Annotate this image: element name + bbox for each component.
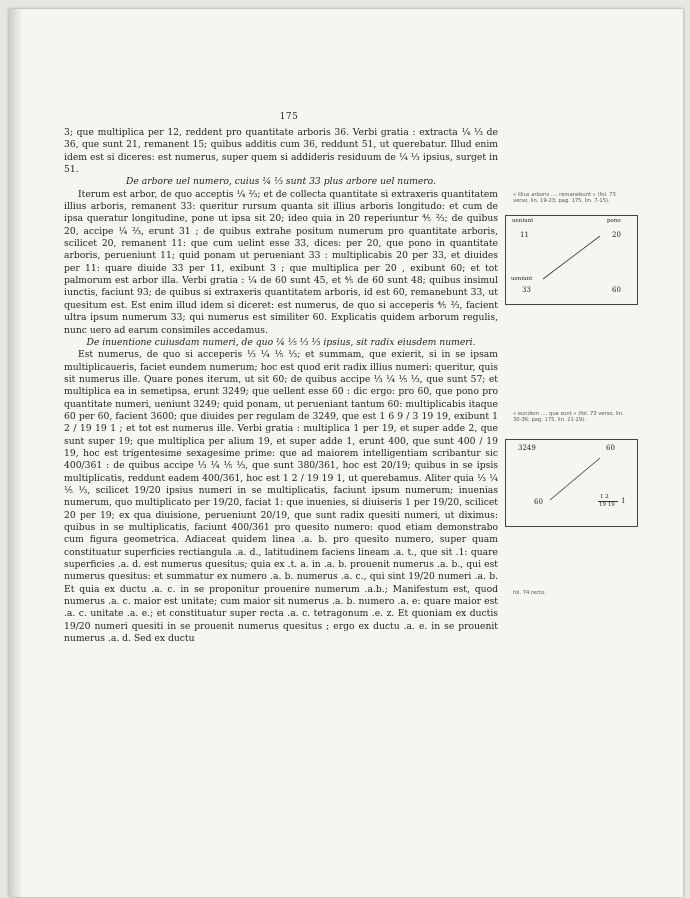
- figure-1-label-tr: pono: [607, 218, 621, 224]
- figure-1-value-bl: 33: [522, 286, 531, 294]
- figure-2-svg: [506, 440, 637, 526]
- figure-1-value-br: 60: [612, 286, 621, 294]
- figure-2-box: [505, 439, 638, 527]
- figure-2-value-bl: 60: [534, 498, 543, 506]
- figure-1-label-bl: ueniunt: [511, 276, 533, 282]
- manuscript-page: [9, 9, 683, 897]
- figure-1-label-tl: ueniunt: [512, 218, 534, 224]
- paragraph-continuation: 3; que multiplica per 12, reddent pro quantitate arboris 36. Verbi gratia : extracta ¼ ⅓ de 36, que sunt 21, remanent 15; quibus additis cum 36, reddunt 51, ut querebatur. Illud enim idem est si diceres: est numerus, super quem si addideris residuum de ¼ ⅓ ipsius, surget in 51.: [64, 127, 498, 176]
- figure-1-diagonal: [543, 236, 600, 279]
- margin-note-3: fol. 74 recto.: [513, 590, 546, 596]
- figure-2-frac-whole: 1: [621, 497, 626, 505]
- section-title-arbore: De arbore uel numero, cuius ¼ ⅓ sunt 33 plus arbore uel numero.: [126, 176, 436, 188]
- page-number: 175: [279, 112, 299, 122]
- figure-2-frac-den: 19 19: [599, 502, 615, 508]
- paragraph-inuentione: Est numerus, de quo si acceperis ⅓ ¼ ⅕ ⅓; et summam, que exierit, si in se ipsam multiplicaueris, faciet eundem numerum; hoc est quod erit radix illius numeri: queritur, quis sit numerus ille. Quare pones iterum, ut sit 60; de quibus accipe ⅓ ¼ ⅕ ⅓, que sunt 57; et multiplica ea in semetipsa, erunt 3249; que uellent esse 60 : dic ergo: pro 60, que pono pro quantitate numeri, ueniunt 3249; quid ponam, ut perueniant tantum 60: multiplicabis itaque 60 per 60, facient 3600; que diuides per regulam de 3249, que est 1 6 9 / 3 19 19, exibunt 1 2 / 19 19 1 ; et tot est numerus ille. Verbi gratia : multiplica 1 per 19, et super adde 2, que sunt super 19; que multiplica per alium 19, et super adde 1, erunt 400, que sunt 400 / 19 19, hoc est trigentesime sexagesime prime: que ad maiorem intelligentiam scribantur sic 400/361 : de quibus accipe ⅓ ¼ ⅕ ⅓, que sunt 380/361, hoc est 20/19; quibus in se ipsis multiplicatis, reddunt eadem 400/361, hoc est 1 2 / 19 19 1, ut querebamus. Aliter quia ⅓ ¼ ⅕ ⅓, scilicet 19/20 ipsius numeri in se multiplicatis, faciunt ipsum numerum; inuenias numerum, quo multiplicato per 19/20, faciat 1: que inuenies, si diuiseris 1 per 19/20, scilicet 20 per 19; ex qua diuisione, perueniunt 20/19, que sunt radix quesiti numeri, ut diximus: quibus in se multiplicatis, faciunt 400/361 pro quesito numero: quod etiam demonstrabo cum figura geometrica. Adiaceat quidem linea .a. b. pro quesito numero, super quam constituatur superficies rectiangula .a. d., latitudinem faciens lineam .a. t., que sit .1: quare superficies .a. d. est numerus quesitus; quia ex .t. a. in .a. b. prouenit numerus .a. b., qui est numerus quesitus: et summatur ex numero .a. b. numerus .a. c., qui sint 19/20 numeri .a. b. Et quia ex ductu .a. c. in se proponitur prouenire numerum .a.b.; Manifestum est, quod numerus .a. c. maior est unitate; cum maior sit numerus .a. b. numero .a. e: quare maior est .a. c. unitate .a. e.; et constituatur super recta .a. c. tetragonum .e. z. Et quoniam ex ductis 19/20 numeri quesiti in se prouenit numerus quesitus ; ergo ex ductu .a. e. in se prouenit numerus .a. d. Sed ex ductu: [64, 349, 498, 645]
- margin-note-2: « eundem .... que sunt » (fol. 73 verso, lin. 30-36; pag. 175, lin. 21-29).: [513, 411, 624, 424]
- figure-2-diagonal: [550, 458, 600, 500]
- figure-1-value-tl: 11: [520, 231, 529, 239]
- figure-1-box: [505, 215, 638, 305]
- margin-note-1: « illius arboris .... remanebunt » (fol. 73 verso, lin. 19-23; pag. 175, lin. 7-15).: [513, 192, 616, 205]
- figure-2-frac-num: 1 2: [600, 494, 609, 500]
- figure-2-value-tr: 60: [606, 444, 615, 452]
- figure-2-value-tl: 3249: [518, 444, 536, 452]
- main-text-column: [64, 127, 498, 645]
- figure-1-value-tr: 20: [612, 231, 621, 239]
- section-title-inuentione: De inuentione cuiusdam numeri, de quo ¼ ⅕ ⅓ ⅓ ipsius, sit radix eiusdem numeri.: [86, 336, 476, 348]
- page-spine-shadow: [9, 9, 23, 897]
- paragraph-arbore: Iterum est arbor, de quo acceptis ¼ ⅔; et de collecta quantitate si extraxeris quantitatem illius arboris, remanent 33: queritur rursum quanta sit illius arboris longitudo: et cum de ipsa queratur longitudine, pone ut ipsa sit 20; ideo quia in 20 reperiuntur ⅘ ⅔; de quibus 20, accipe ¼ ⅔, erunt 31 ; de quibus extrahe positum numerum pro quantitate arboris, scilicet 20, remanent 11: que cum uelint esse 33, dices: per 20, que pono in quantitate arboris, perueniunt 11; quid ponam ut perueniant 33 : multiplicabis 20 per 33, et diuides per 11: quare diuide 33 per 11, exibunt 3 ; que multiplica per 20 , exibunt 60; et tot palmorum est arbor illa. Verbi gratia : ¼ de 60 sunt 45, et ⅘ de 60 sunt 48; quibus insimul iunctis, faciunt 93; de quibus si extraxeris quantitatem arboris, id est 60, remanebunt 33, ut quesitum est. Est enim illud idem si diceret: est numerus, de quo si acceperis ⅘ ⅔, facient ultra ipsum numerum 33; qui numerus est similiter 60. Explicatis quidem arborum regulis, nunc uero ad earum consimiles accedamus.: [64, 188, 498, 336]
